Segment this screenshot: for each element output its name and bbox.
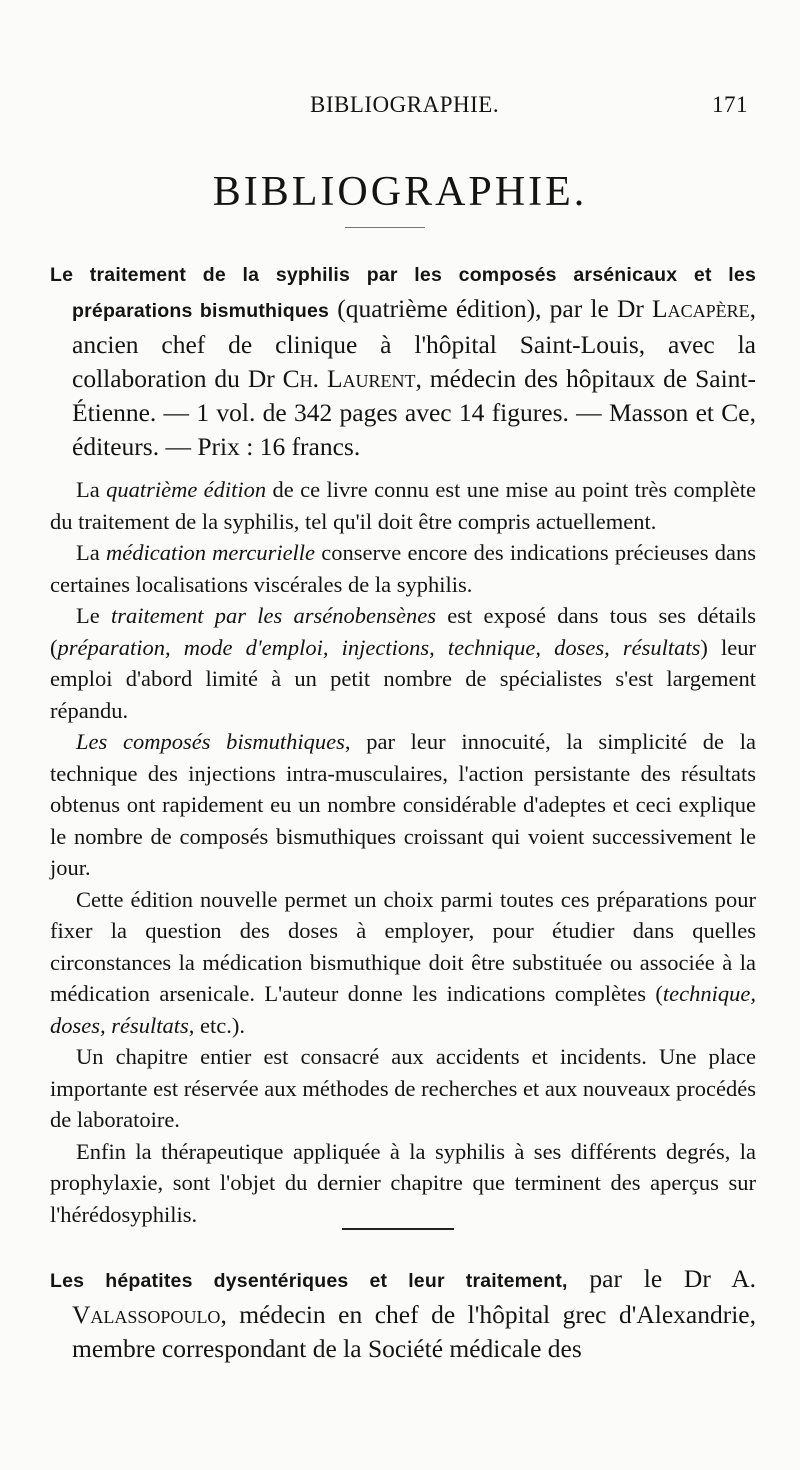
running-head-title: BIBLIOGRAPHIE. — [310, 92, 500, 117]
author-initial: A. — [710, 1264, 756, 1293]
review-paragraph — [50, 600, 756, 726]
author-name: Lacapère — [652, 294, 750, 323]
paragraph-italic: quatrième édition — [106, 477, 267, 502]
paragraph-text: Cette édition nouvelle permet un choix parmi toutes ces préparations pour fixer la question des doses à employer, pour étudier dans quelles circonstances la médication bismuthique doit être substituée ou associée à la médication arsenicale. L'auteur donne les indications complètes ( — [50, 886, 756, 1006]
author-prefix: Dr — [683, 1264, 711, 1293]
entry-citation — [50, 1262, 756, 1366]
review-paragraph — [50, 537, 756, 600]
paragraph-text: de ce livre connu est une mise au point très complète du traitement de la syphilis, tel qu'il doit être compris actuellement. — [50, 477, 756, 534]
bibliography-entry — [50, 1262, 756, 1366]
review-paragraph — [50, 474, 756, 537]
paragraph-italic: préparation, mode d'emploi, injections, technique, doses, résultats — [57, 634, 701, 660]
paragraph-text: Le — [76, 603, 111, 628]
edition-note: (quatrième édition), par le — [337, 294, 609, 323]
paragraph-text: Un chapitre entier est consacré aux accidents et incidents. Une place importante est réservée aux méthodes de recherches et aux nouveaux procédés de laboratoire. — [50, 1044, 756, 1132]
coauthor-prefix: Dr — [247, 364, 275, 393]
entry-citation — [50, 256, 756, 464]
coauthor-description: , médecin des hôpitaux de Saint-Étienne. — 1 vol. de 342 pages avec 14 figures. — Masson et Ce, éditeurs. — Prix : 16 francs. — [72, 364, 756, 461]
review-paragraph — [50, 1041, 756, 1136]
section-title: BIBLIOGRAPHIE. — [212, 169, 588, 215]
paragraph-italic: traitement par les arsénobensènes — [111, 603, 436, 628]
paragraph-text: , etc.). — [188, 1012, 245, 1038]
paragraph-italic: Les composés bismuthiques — [76, 729, 345, 754]
review-paragraph — [50, 1136, 756, 1231]
author-prefix: Dr — [616, 294, 644, 323]
book-title: Les hépatites dysentériques et leur traitement, — [50, 1270, 568, 1292]
review-body — [50, 474, 756, 1230]
author-description: , médecin en chef de l'hôpital grec d'Alexandrie, membre correspondant de la Société médicale des — [72, 1300, 756, 1363]
review-paragraph — [50, 726, 756, 884]
coauthor-name: Ch. Laurent — [282, 364, 416, 393]
entry-separator-rule — [342, 1228, 454, 1230]
paragraph-text: conserve encore des indications précieuses dans certaines localisations viscérales de la syphilis. — [50, 540, 756, 597]
paragraph-text: Enfin la thérapeutique appliquée à la syphilis à ses différents degrés, la prophylaxie, sont l'objet du dernier chapitre que terminent des aperçus sur l'hérédosyphilis. — [50, 1138, 756, 1227]
paragraph-text: La — [76, 540, 106, 565]
bibliography-entry — [50, 256, 756, 1230]
author-name: Valassopoulo — [72, 1300, 221, 1329]
title-rule — [345, 227, 425, 228]
review-paragraph — [50, 884, 756, 1042]
paragraph-text: est exposé dans tous ses détails ( — [50, 603, 756, 660]
paragraph-text: ) leur emploi d'abord limité à un petit nombre de spécialistes s'est largement répandu. — [50, 634, 756, 723]
paragraph-text: La — [76, 477, 107, 502]
book-title: Le traitement de la syphilis par les composés arsénicaux et les préparations bismuthiques — [50, 264, 756, 322]
paragraph-italic: médication mercurielle — [105, 540, 316, 565]
by-text: par le — [567, 1264, 684, 1293]
running-head — [310, 92, 748, 118]
paragraph-italic: technique, doses, résultats — [50, 981, 756, 1038]
paragraph-text: , par leur innocuité, la simplicité de la technique des injections intra-musculaires, l'action persistante des résultats obtenus ont rapidement eu un nombre considérable d'adeptes et ceci explique le nombre de composés bismuthiques croissant qui voient successivement le jour. — [50, 729, 756, 880]
author-description: , ancien chef de clinique à l'hôpital Saint-Louis, avec la collaboration du — [72, 294, 756, 393]
page-number: 171 — [712, 92, 748, 117]
